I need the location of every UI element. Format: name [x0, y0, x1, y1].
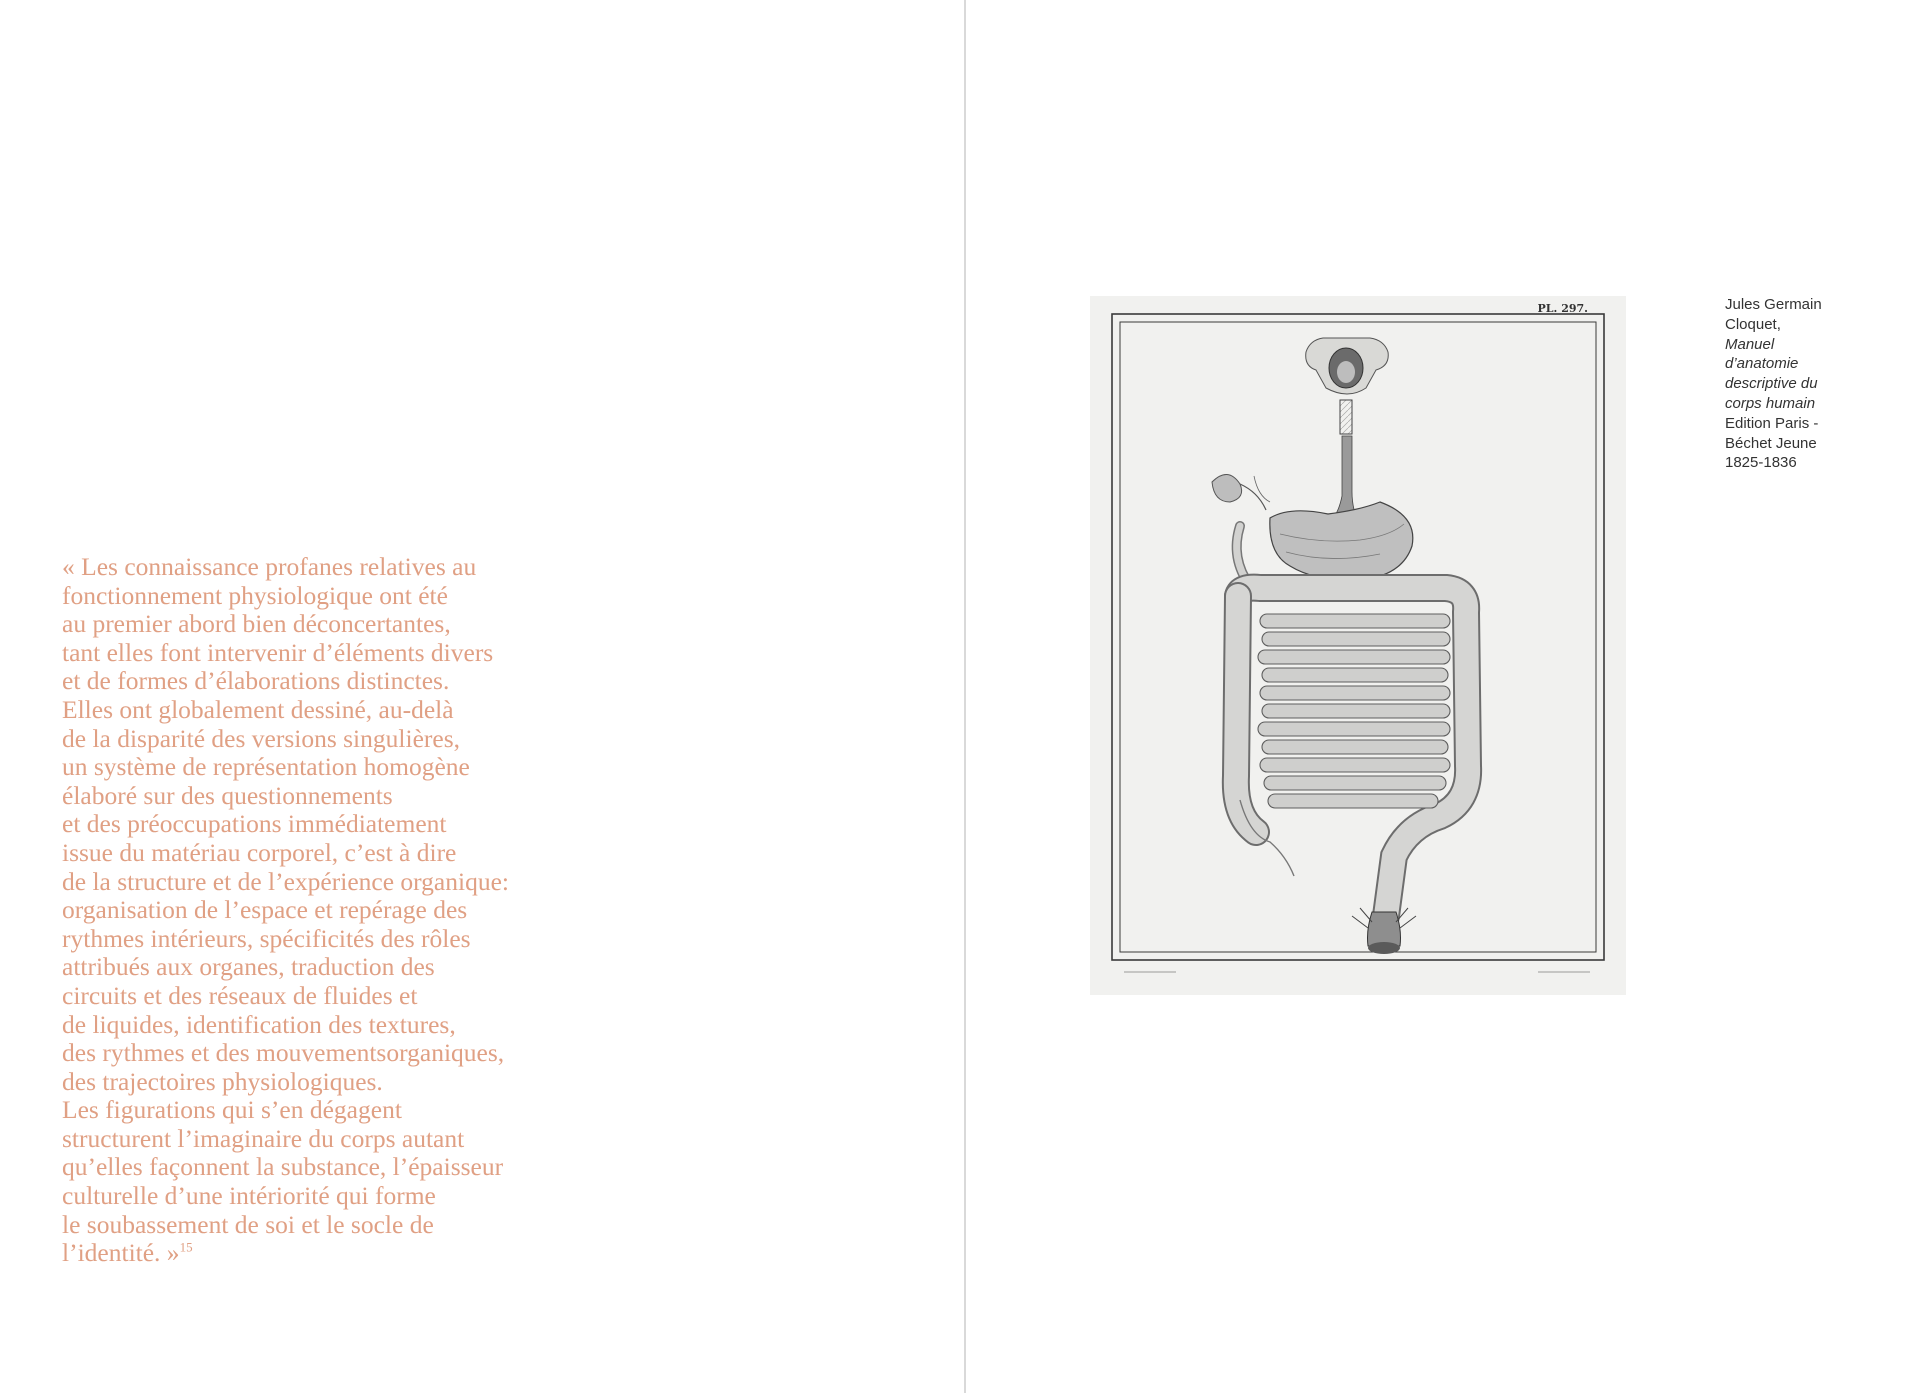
- quote-line: culturelle d’une intériorité qui forme: [62, 1181, 436, 1211]
- quote-line: issue du matériau corporel, c’est à dire: [62, 837, 457, 867]
- plate-number: PL. 297.: [1537, 302, 1588, 315]
- quote-line: rythmes intérieurs, spécificités des rôles: [62, 923, 471, 953]
- quote-line: des rythmes et des mouvementsorganiques,: [62, 1038, 505, 1068]
- footnote-marker: 15: [179, 1239, 193, 1255]
- quote-line: élaboré sur des questionnements: [62, 780, 393, 810]
- quote-line: de la structure et de l’expérience organique:: [62, 866, 509, 896]
- quote-line: qu’elles façonnent la substance, l’épaisseur: [62, 1152, 504, 1182]
- caption-title-line: d’anatomie: [1725, 355, 1799, 373]
- caption-line: Jules Germain: [1725, 296, 1822, 313]
- quote-text: [62, 553, 622, 1268]
- caption-line: Cloquet,: [1725, 315, 1781, 333]
- quote-line: circuits et des réseaux de fluides et: [62, 980, 418, 1010]
- caption-line: Béchet Jeune: [1725, 434, 1817, 452]
- quote-line: organisation de l’espace et repérage des: [62, 895, 468, 925]
- caption-date: 1825-1836: [1725, 454, 1797, 472]
- quote-line: le soubassement de soi et le socle de: [62, 1209, 434, 1239]
- quote-line-last: [62, 1239, 622, 1268]
- quote-line: attribués aux organes, traduction des: [62, 952, 435, 982]
- quote-line: et de formes d’élaborations distinctes.: [62, 666, 450, 696]
- quote-line: fonctionnement physiologique ont été: [62, 580, 448, 610]
- quote-line: et des préoccupations immédiatement: [62, 809, 447, 839]
- caption-title-line: Manuel: [1725, 335, 1775, 353]
- caption-title-line: corps humain: [1725, 394, 1816, 412]
- image-caption: [1725, 295, 1865, 473]
- anatomical-plate-image: [1090, 296, 1626, 995]
- quote-line: Les figurations qui s’en dégagent: [62, 1095, 402, 1125]
- caption-title-line: descriptive du: [1725, 375, 1818, 393]
- anatomical-illustration: [1090, 296, 1626, 995]
- quote-line: « Les connaissance profanes relatives au: [62, 552, 477, 581]
- caption-line: Edition Paris -: [1725, 414, 1819, 432]
- quote-line: tant elles font intervenir d’éléments divers: [62, 637, 494, 667]
- quote-line: Elles ont globalement dessiné, au-delà: [62, 694, 454, 724]
- quote-line: de la disparité des versions singulières,: [62, 723, 460, 753]
- quote-last-text: l’identité. »: [62, 1238, 180, 1268]
- quote-line: un système de représentation homogène: [62, 752, 470, 782]
- quote-line: des trajectoires physiologiques.: [62, 1066, 383, 1096]
- small-intestine-drawing: [1258, 614, 1450, 808]
- quote-line: au premier abord bien déconcertantes,: [62, 609, 451, 639]
- quote-line: de liquides, identification des textures,: [62, 1009, 456, 1039]
- quote-line: structurent l’imaginaire du corps autant: [62, 1123, 465, 1153]
